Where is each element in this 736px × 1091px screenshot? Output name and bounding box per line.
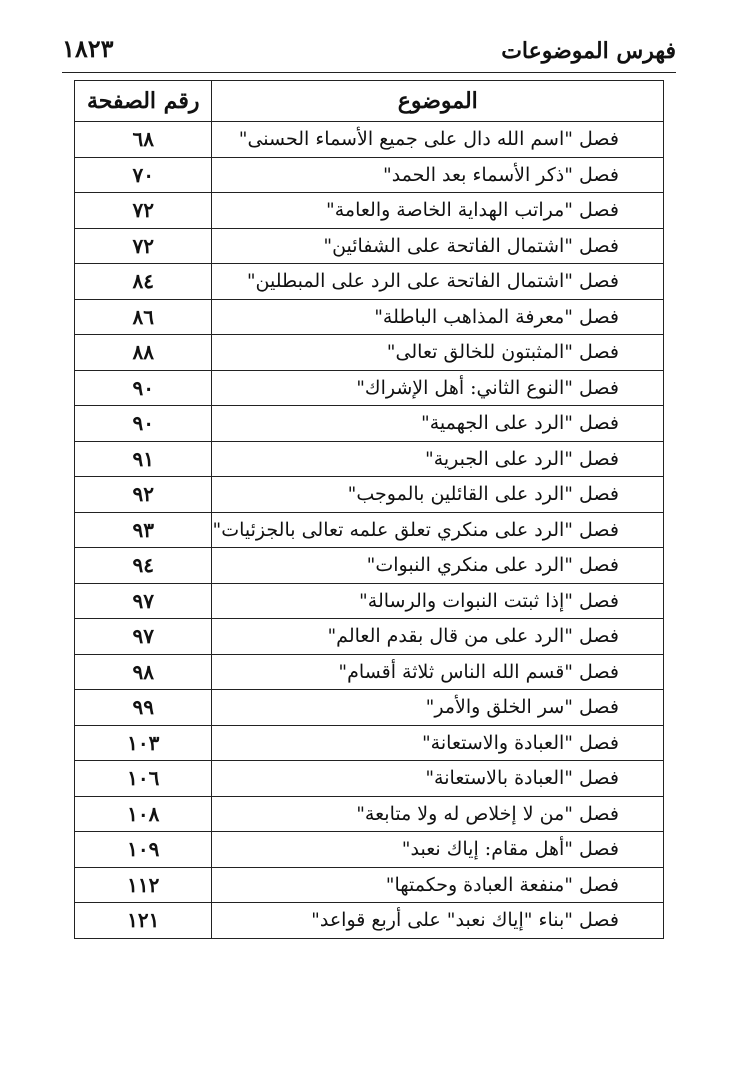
table-row bbox=[75, 264, 664, 300]
row-page-number: ٨٦ bbox=[75, 299, 212, 335]
row-page-number: ١٠٨ bbox=[75, 796, 212, 832]
row-page-number: ٩٢ bbox=[75, 477, 212, 513]
row-page-number: ٧٢ bbox=[75, 228, 212, 264]
row-page-number: ٩٧ bbox=[75, 583, 212, 619]
row-topic: فصل "الرد على منكري تعلق علمه تعالى بالجزئيات" bbox=[212, 512, 664, 548]
table-row bbox=[75, 796, 664, 832]
row-page-number: ٧٠ bbox=[75, 157, 212, 193]
row-topic: فصل "اشتمال الفاتحة على الرد على المبطلين" bbox=[212, 264, 664, 300]
column-header-topic: الموضوع bbox=[212, 81, 664, 122]
table-row bbox=[75, 583, 664, 619]
table-row bbox=[75, 477, 664, 513]
table-row bbox=[75, 867, 664, 903]
table-row bbox=[75, 903, 664, 939]
row-page-number: ٧٢ bbox=[75, 193, 212, 229]
row-topic: فصل "العبادة بالاستعانة" bbox=[212, 761, 664, 797]
row-topic: فصل "مراتب الهداية الخاصة والعامة" bbox=[212, 193, 664, 229]
row-topic: فصل "اسم الله دال على جميع الأسماء الحسنى" bbox=[212, 122, 664, 158]
row-topic: فصل "الرد على الجهمية" bbox=[212, 406, 664, 442]
table-row bbox=[75, 441, 664, 477]
table-row bbox=[75, 619, 664, 655]
table-row bbox=[75, 654, 664, 690]
row-page-number: ٨٤ bbox=[75, 264, 212, 300]
header-divider bbox=[62, 72, 676, 73]
row-page-number: ١٢١ bbox=[75, 903, 212, 939]
table-row bbox=[75, 299, 664, 335]
row-topic: فصل "إذا ثبتت النبوات والرسالة" bbox=[212, 583, 664, 619]
row-topic: فصل "سر الخلق والأمر" bbox=[212, 690, 664, 726]
table-row bbox=[75, 512, 664, 548]
table-row bbox=[75, 690, 664, 726]
row-page-number: ٨٨ bbox=[75, 335, 212, 371]
row-topic: فصل "النوع الثاني: أهل الإشراك" bbox=[212, 370, 664, 406]
table-row bbox=[75, 157, 664, 193]
row-topic: فصل "الرد على من قال بقدم العالم" bbox=[212, 619, 664, 655]
row-topic: فصل "المثبتون للخالق تعالى" bbox=[212, 335, 664, 371]
table-row bbox=[75, 725, 664, 761]
row-page-number: ١٠٣ bbox=[75, 725, 212, 761]
table-row bbox=[75, 193, 664, 229]
row-topic: فصل "أهل مقام: إياك نعبد" bbox=[212, 832, 664, 868]
row-topic: فصل "الرد على منكري النبوات" bbox=[212, 548, 664, 584]
table-row bbox=[75, 370, 664, 406]
row-page-number: ٩٣ bbox=[75, 512, 212, 548]
row-page-number: ١٠٩ bbox=[75, 832, 212, 868]
row-topic: فصل "بناء "إياك نعبد" على أربع قواعد" bbox=[212, 903, 664, 939]
row-page-number: ٩٤ bbox=[75, 548, 212, 584]
row-page-number: ١٠٦ bbox=[75, 761, 212, 797]
row-page-number: ١١٢ bbox=[75, 867, 212, 903]
row-topic: فصل "الرد على القائلين بالموجب" bbox=[212, 477, 664, 513]
table-row bbox=[75, 335, 664, 371]
table-body bbox=[75, 122, 664, 939]
row-topic: فصل "العبادة والاستعانة" bbox=[212, 725, 664, 761]
running-title: فهرس الموضوعات bbox=[501, 38, 676, 64]
column-header-page: رقم الصفحة bbox=[75, 81, 212, 122]
row-page-number: ٩٧ bbox=[75, 619, 212, 655]
page-header bbox=[62, 32, 676, 68]
row-topic: فصل "ذكر الأسماء بعد الحمد" bbox=[212, 157, 664, 193]
table-row bbox=[75, 832, 664, 868]
row-page-number: ٩٠ bbox=[75, 406, 212, 442]
table-header-row bbox=[75, 81, 664, 122]
page-number: ١٨٢٣ bbox=[62, 34, 114, 63]
row-page-number: ٩٠ bbox=[75, 370, 212, 406]
table-row bbox=[75, 228, 664, 264]
table-row bbox=[75, 122, 664, 158]
row-topic: فصل "معرفة المذاهب الباطلة" bbox=[212, 299, 664, 335]
row-page-number: ٩٨ bbox=[75, 654, 212, 690]
row-topic: فصل "من لا إخلاص له ولا متابعة" bbox=[212, 796, 664, 832]
table-row bbox=[75, 548, 664, 584]
table-of-contents bbox=[74, 80, 664, 939]
row-topic: فصل "الرد على الجبرية" bbox=[212, 441, 664, 477]
row-topic: فصل "قسم الله الناس ثلاثة أقسام" bbox=[212, 654, 664, 690]
row-page-number: ٦٨ bbox=[75, 122, 212, 158]
row-topic: فصل "اشتمال الفاتحة على الشفائين" bbox=[212, 228, 664, 264]
table-row bbox=[75, 761, 664, 797]
table-row bbox=[75, 406, 664, 442]
row-page-number: ٩٩ bbox=[75, 690, 212, 726]
row-page-number: ٩١ bbox=[75, 441, 212, 477]
row-topic: فصل "منفعة العبادة وحكمتها" bbox=[212, 867, 664, 903]
